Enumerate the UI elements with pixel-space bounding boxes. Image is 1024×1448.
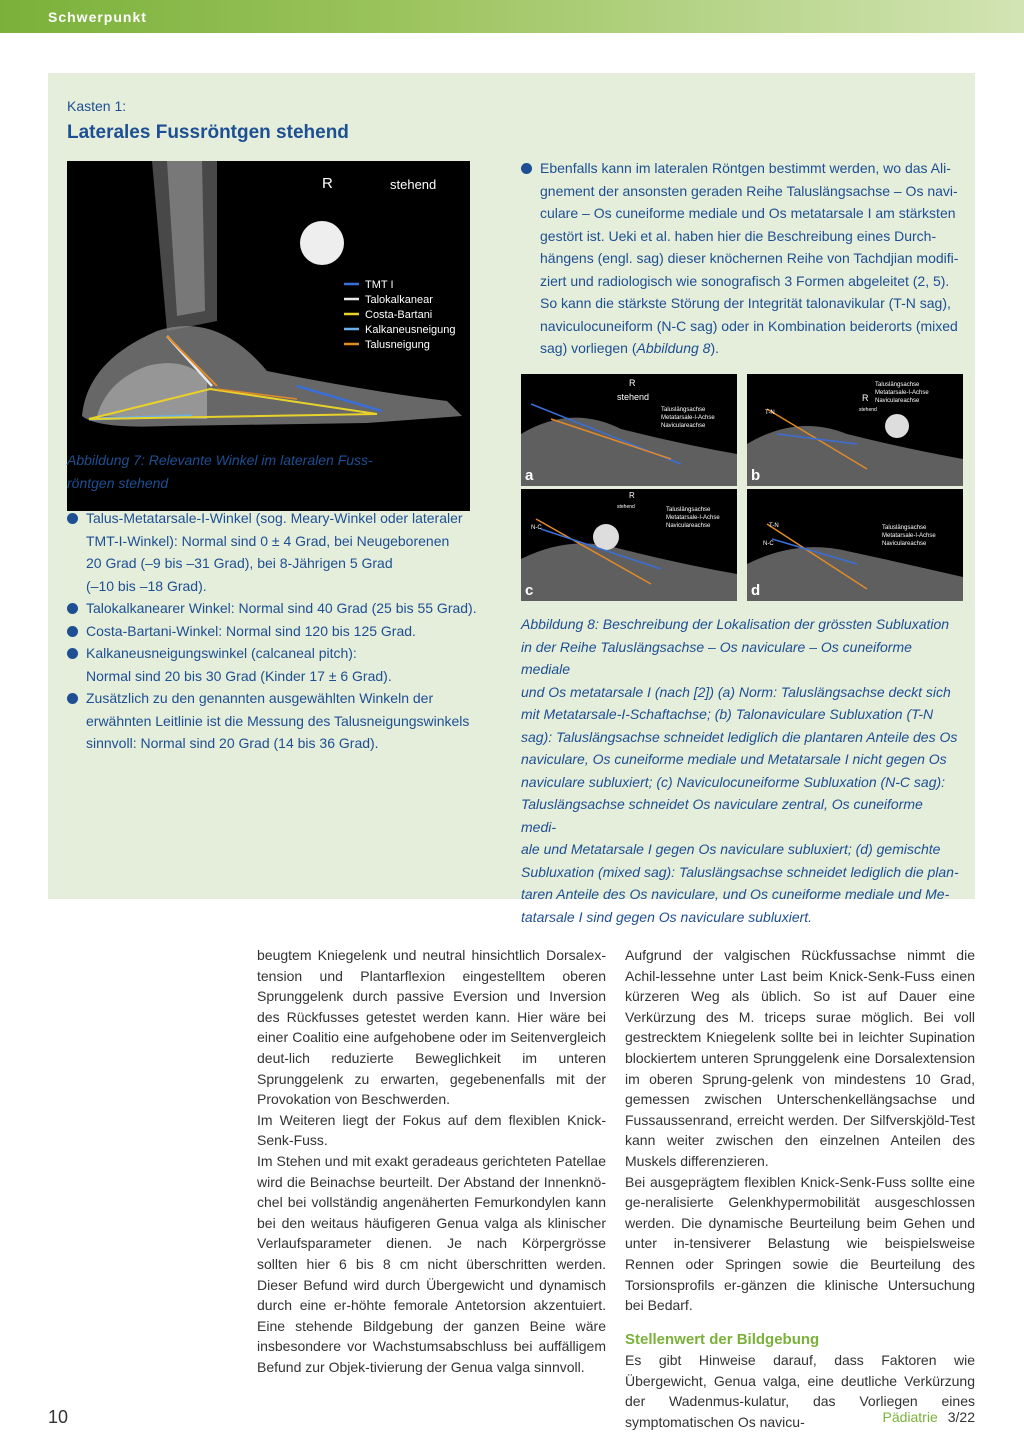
svg-text:stehend: stehend bbox=[859, 407, 877, 413]
bullet-line: culare – Os cuneiforme mediale und Os metatarsale I am stärksten bbox=[540, 205, 956, 221]
svg-text:stehend: stehend bbox=[617, 504, 635, 510]
caption-line: taren Anteile des Os naviculare, und Os cuneiforme mediale und Me- bbox=[521, 886, 950, 902]
bullet-line: Zusätzlich zu den genannten ausgewählten Winkeln der bbox=[86, 690, 434, 706]
svg-text:c: c bbox=[525, 582, 534, 599]
list-item bbox=[521, 157, 961, 360]
section-label: Schwerpunkt bbox=[48, 9, 147, 25]
bullet-line: sinnvoll: Normal sind 20 Grad (14 bis 36 Grad). bbox=[86, 735, 379, 751]
list-item bbox=[67, 642, 487, 687]
svg-text:Metatarsale-I-Achse: Metatarsale-I-Achse bbox=[666, 515, 720, 521]
svg-text:Naviculareachse: Naviculareachse bbox=[666, 523, 711, 529]
svg-text:Taluslängsachse: Taluslängsachse bbox=[875, 382, 920, 388]
caption-line: naviculare subluxiert; (c) Naviculocuneiforme Subluxation (N-C sag): bbox=[521, 773, 946, 790]
legend-label: Talokalkanear bbox=[365, 294, 433, 306]
svg-text:R: R bbox=[629, 378, 636, 388]
bullet-line: Costa-Bartani-Winkel: Normal sind 120 bis 125 Grad. bbox=[86, 622, 416, 639]
body-column-2 bbox=[625, 945, 975, 1433]
svg-text:b: b bbox=[751, 467, 761, 484]
figure-8-panel-d bbox=[747, 489, 963, 601]
journal-name: Pädiatrie bbox=[882, 1409, 938, 1425]
page-number: 10 bbox=[48, 1407, 69, 1427]
bullet-line: erwähnten Leitlinie ist die Messung des Talusneigungswinkels bbox=[86, 712, 470, 729]
svg-text:Naviculareachse: Naviculareachse bbox=[661, 423, 706, 429]
svg-text:Taluslängsachse: Taluslängsachse bbox=[882, 525, 927, 531]
svg-text:a: a bbox=[525, 467, 534, 484]
bullet-line: Talus-Metatarsale-I-Winkel (sog. Meary-Winkel oder lateraler bbox=[86, 510, 463, 526]
legend-label: Costa-Bartani bbox=[365, 309, 433, 321]
caption-line: röntgen stehend bbox=[67, 474, 169, 491]
svg-text:Naviculareachse: Naviculareachse bbox=[875, 398, 920, 404]
paragraph: Im Stehen und mit exakt geradeaus gerichteten Patellae wird die Beinachse beurteilt. Der Abstand der Innenknö-chel bei vollständig angenäherten Femurkondylen kann bei den weitaus häufigeren Genua valga als klinischer Verlaufsparameter dienen. Je nach Körpergrösse sollten hier 6 bis 8 cm nicht überschritten werden. Dieser Befund wird durch Übergewicht und dynamisch durch eine er-höhte femorale Antetorsion akzentuiert. Eine stehende Bildgebung der ganzen Beine wäre insbesondere vor Wachstumsabschluss bei auffälligem Befund zur Objek-tivierung der Genua valga sinnvoll. bbox=[257, 1152, 606, 1375]
figure-8-panel-a bbox=[521, 374, 737, 486]
paragraph: Aufgrund der valgischen Rückfussachse nimmt die Achil-lessehne unter Last beim Knick-Senk-Fuss einen kürzeren Weg als üblich. So ist auf Dauer eine Verkürzung des M. triceps surae möglich. Bei voll gestrecktem Kniegelenk sollte bei in leichter Supination blockiertem unteren Sprunggelenk eine Dorsalextension im oberen Sprung-gelenk von mindestens 10 Grad, gemessen zwischen Unterschenkellängsachse und Fussaussenrand, erreicht werden. Der Silfverskjöld-Test kann weiter zwischen den einzelnen Anteilen des Muskels differenzieren. bbox=[625, 947, 975, 1169]
caption-line: mit Metatarsale-I-Schaftachse; (b) Talonaviculare Subluxation (T-N bbox=[521, 706, 934, 722]
list-item bbox=[67, 687, 487, 755]
svg-text:Metatarsale-I-Achse: Metatarsale-I-Achse bbox=[661, 415, 715, 421]
caption-line: Abbildung 7: Relevante Winkel im lateralen Fuss- bbox=[67, 452, 373, 468]
svg-text:N-C: N-C bbox=[763, 541, 774, 547]
angle-list bbox=[67, 507, 487, 755]
figure-8-grid bbox=[521, 374, 958, 601]
bullet-line: (–10 bis –18 Grad). bbox=[86, 577, 207, 594]
caption-line: in der Reihe Taluslängsachse – Os naviculare – Os cuneiforme mediale bbox=[521, 638, 912, 677]
figure-7-caption bbox=[67, 449, 477, 494]
bullet-line: Kalkaneusneigungswinkel (calcaneal pitch): bbox=[86, 645, 357, 661]
bullet-line: Ebenfalls kann im lateralen Röntgen bestimmt werden, wo das Ali- bbox=[540, 160, 951, 176]
bullet-line: TMT-I-Winkel): Normal sind 0 ± 4 Grad, bei Neugeborenen bbox=[86, 532, 450, 549]
svg-text:R: R bbox=[862, 393, 869, 403]
list-item bbox=[67, 620, 487, 643]
bullet-dot-icon bbox=[67, 693, 78, 704]
svg-text:N-C: N-C bbox=[531, 525, 542, 531]
svg-text:Metatarsale-I-Achse: Metatarsale-I-Achse bbox=[875, 390, 929, 396]
caption-line: Abbildung 8: Beschreibung der Lokalisation der grössten Subluxation bbox=[521, 616, 950, 632]
caption-line: sag): Taluslängsachse schneidet lediglich die plantaren Anteile des Os bbox=[521, 728, 958, 745]
svg-text:T-N: T-N bbox=[769, 523, 779, 529]
figure-8-caption bbox=[521, 613, 961, 928]
caption-line: ale und Metatarsale I gegen Os naviculare subluxiert; (d) gemischte bbox=[521, 841, 941, 857]
caption-line: und Os metatarsale I (nach [2]) (a) Norm: Taluslängsachse deckt sich bbox=[521, 683, 951, 700]
list-item bbox=[67, 597, 487, 620]
caption-line: tatarsale I sind gegen Os naviculare subluxiert. bbox=[521, 908, 813, 925]
paragraph: Im Weiteren liegt der Fokus auf dem flexiblen Knick-Senk-Fuss. bbox=[257, 1111, 606, 1149]
bullet-line: ziert und radiologisch wie sonografisch 3 Formen abgeleitet (2, 5). bbox=[540, 272, 950, 289]
issue-number: 3/22 bbox=[947, 1409, 975, 1425]
legend-label: Kalkaneusneigung bbox=[365, 324, 456, 336]
section-heading: Stellenwert der Bildgebung bbox=[625, 1330, 820, 1348]
legend-label: TMT I bbox=[365, 279, 394, 291]
svg-text:Taluslängsachse: Taluslängsachse bbox=[661, 407, 706, 413]
caption-line: naviculare, Os cuneiforme mediale und Metatarsale I nicht gegen Os bbox=[521, 751, 947, 767]
fig7-side-label: R bbox=[322, 175, 333, 192]
bullet-line: Talokalkanearer Winkel: Normal sind 40 Grad (25 bis 55 Grad). bbox=[86, 600, 477, 616]
info-box bbox=[48, 73, 975, 925]
caption-line: Subluxation (mixed sag): Taluslängsachse schneidet lediglich die plan- bbox=[521, 863, 959, 880]
fig7-legend bbox=[344, 279, 456, 351]
bullet-dot-icon bbox=[521, 163, 532, 174]
svg-text:R: R bbox=[629, 491, 635, 500]
sag-bullet-list bbox=[521, 157, 961, 360]
paragraph: beugtem Kniegelenk und neutral hinsichtlich Dorsalex-tension und Plantarflexion eingestelltem oberen Sprunggelenk durch passive Eversion und Inversion des Rückfusses getestet werden kann. Hier wäre bei einer Coalitio eine aufgehobene oder im Seitenvergleich deut-lich reduzierte Beweglichkeit im unteren Sprunggelenk zu erwarten, gegebenenfalls mit der Provokation von Beschwerden. bbox=[257, 947, 606, 1108]
bullet-line: hängens (engl. sag) dieser knöchernen Reihe von Tachdjian modifi- bbox=[540, 250, 959, 266]
box-label: Kasten 1: bbox=[67, 98, 127, 114]
bullet-line: So kann die stärkste Störung der Integrität talonavikular (T-N sag), bbox=[540, 295, 951, 311]
bullet-line: 20 Grad (–9 bis –31 Grad), bei 8-Jährigen 5 Grad bbox=[86, 555, 393, 571]
journal-footer bbox=[882, 1409, 975, 1425]
section-header-bar bbox=[0, 0, 1024, 33]
bullet-line: gnement der ansonsten geraden Reihe Taluslängsachse – Os navi- bbox=[540, 182, 958, 199]
svg-text:d: d bbox=[751, 582, 761, 599]
svg-text:stehend: stehend bbox=[617, 392, 650, 402]
box-title: Laterales Fussröntgen stehend bbox=[67, 122, 349, 143]
figure-8-panel-c bbox=[521, 489, 737, 601]
caption-line: Taluslängsachse schneidet Os naviculare zentral, Os cuneiforme medi- bbox=[521, 796, 923, 835]
body-column-1 bbox=[257, 945, 606, 1377]
paragraph: Es gibt Hinweise darauf, dass Faktoren wie Übergewicht, Genua valga, eine deutliche Verkürzung der Wadenmus-kulatur, das Vorliegen eines symptomatischen Os navicu- bbox=[625, 1352, 975, 1431]
bullet-dot-icon bbox=[67, 648, 78, 659]
fig7-stand-label: stehend bbox=[390, 177, 437, 192]
bullet-line: sag) vorliegen (Abbildung 8). bbox=[540, 340, 720, 356]
bullet-line: naviculocuneiform (N-C sag) oder in Kombination beiderorts (mixed bbox=[540, 317, 958, 334]
bullet-dot-icon bbox=[67, 626, 78, 637]
bullet-dot-icon bbox=[67, 603, 78, 614]
svg-text:Naviculareachse: Naviculareachse bbox=[882, 541, 927, 547]
bullet-line: Normal sind 20 bis 30 Grad (Kinder 17 ± 6 Grad). bbox=[86, 667, 392, 684]
figure-8-panel-b bbox=[747, 374, 963, 486]
list-item bbox=[67, 507, 487, 597]
svg-text:T-N: T-N bbox=[765, 410, 775, 416]
svg-text:Taluslängsachse: Taluslängsachse bbox=[666, 507, 711, 513]
legend-label: Talusneigung bbox=[365, 339, 430, 351]
bullet-line: gestört ist. Ueki et al. haben hier die Beschreibung eines Durch- bbox=[540, 227, 937, 244]
bullet-dot-icon bbox=[67, 513, 78, 524]
figure-reference: Abbildung 8 bbox=[636, 340, 711, 356]
paragraph: Bei ausgeprägtem flexiblen Knick-Senk-Fuss sollte eine ge-neralisierte Gelenkhypermobilität ausgeschlossen werden. Die dynamische Beurteilung beim Gehen und unter in-tensiverer Belastung wie beispielsweise Rennen oder Springen sowie die Beurteilung des Torsionsprofils er-gänzen die klinische Untersuchung bei Bedarf. bbox=[625, 1173, 975, 1314]
svg-text:Metatarsale-I-Achse: Metatarsale-I-Achse bbox=[882, 533, 936, 539]
